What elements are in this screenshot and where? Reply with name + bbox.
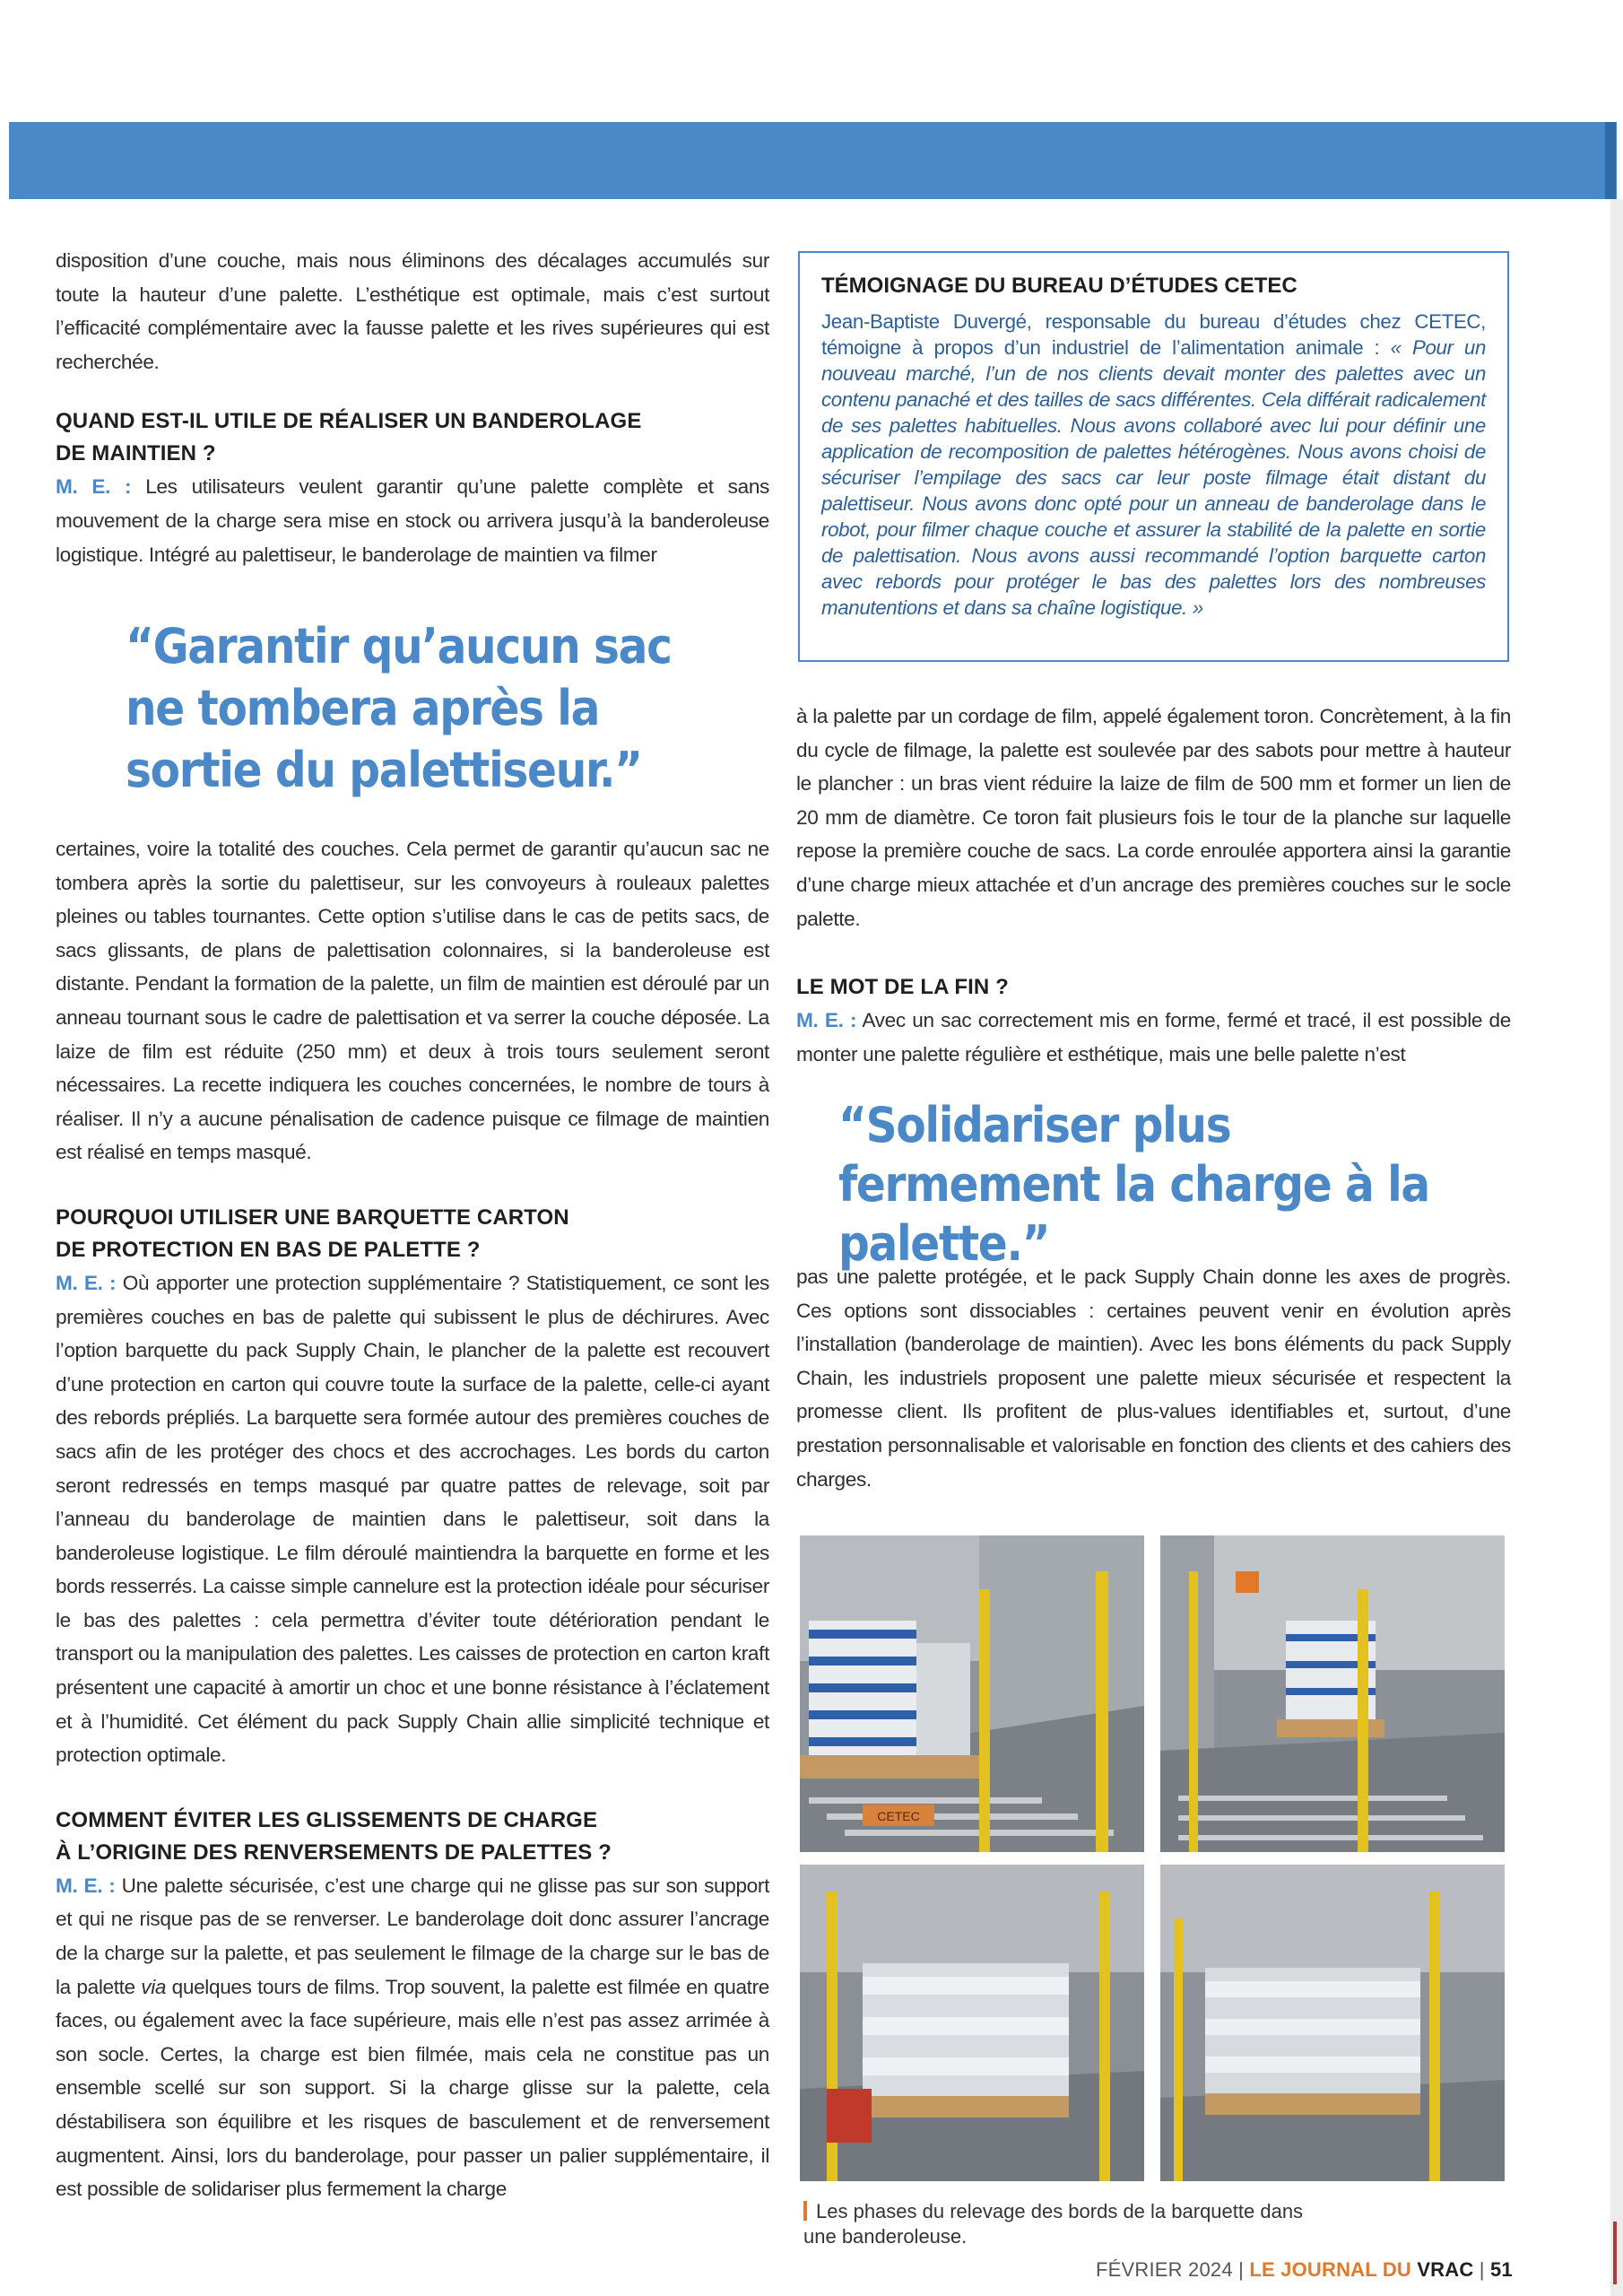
testimonial-title: TÉMOIGNAGE DU BUREAU D’ÉTUDES CETEC bbox=[821, 274, 1298, 298]
question-2-line-1: POURQUOI UTILISER UNE BARQUETTE CARTON bbox=[56, 1205, 569, 1230]
photo-pallet-cell bbox=[1160, 1535, 1505, 1852]
answer-initials: M. E. : bbox=[796, 1009, 857, 1032]
answer-initials: M. E. : bbox=[56, 475, 132, 499]
question-4-answer-a: M. E. : Avec un sac correctement mis en forme, fermé et tracé, il est possible de monter une palette régulière et esthétique, mais une belle palette n’est bbox=[796, 1009, 1511, 1065]
photo-wrapped-pallet-1 bbox=[800, 1865, 1144, 2181]
pull-quote-2: “Solidariser plus fermement la charge à la palette.” bbox=[838, 1097, 1429, 1272]
photo-caption: Les phases du relevage des bords de la barquette dans une banderoleuse. bbox=[803, 2200, 1304, 2248]
question-1-heading bbox=[56, 405, 769, 470]
left-column-bottom bbox=[56, 832, 769, 2206]
question-2-answer: M. E. : Où apporter une protection supplémentaire ? Statistiquement, ce sont les premières couches en bas de palette qui subissent le plus de déchirures. Avec l’option barquette du pack Supply Chain, le plancher de la palette est recouvert d’une protection en carton qui couvre toute la surface de la palette, celle-ci ayant des rebords prépliés. La barquette sera formée autour des premières couches de sacs afin de les protéger des chocs et des accrochages. Les bords du carton seront redressés en temps masqué par quatre pattes de relevage, soit par l’anneau du banderolage de maintien dans le palettiseur, soit dans la banderoleuse logistique. Le film déroulé maintiendra la barquette en forme et les bords resserrés. La caisse simple cannelure est la protection idéale pour sécuriser le bas des palettes : cela permettra d’éviter toute détérioration pendant le transport ou la manipulation des palettes. Les caisses de protection en carton kraft présentent une capacité à amortir un choc et une bonne résistance à l’éclatement et à l’humidité. Cet élément du pack Supply Chain allie simplicité technique et protection optimale. bbox=[56, 1271, 770, 1767]
question-3-heading bbox=[56, 1805, 769, 1869]
caption-marker bbox=[803, 2201, 807, 2221]
photo-pallet-tray bbox=[800, 1535, 1144, 1852]
left-column-top bbox=[56, 244, 769, 571]
pull-quote-1: “Garantir qu’aucun sac ne tombera après la sortie du palettiseur.” bbox=[126, 618, 672, 798]
photo-wrapped-pallet-2 bbox=[1160, 1865, 1505, 2181]
right-column-bottom bbox=[796, 1260, 1511, 1496]
continued-paragraph: à la palette par un cordage de film, appelé également toron. Concrètement, à la fin du cycle de filmage, la palette est soulevée par des sabots pour mettre à hauteur le plancher : un bras vient réduire la laize de film de 500 mm et former un lien de 20 mm de diamètre. Ce toron fait plusieurs fois le tour de la planche sur laquelle repose la première couche de sacs. La corde enroulée apportera ainsi la garantie d’une charge mieux attachée et d’un ancrage des premières couches sur le socle palette. bbox=[796, 705, 1511, 930]
question-1-answer-a: M. E. : Les utilisateurs veulent garantir qu’une palette complète et sans mouvement de la charge sera mise en stock ou arrivera jusqu’à la banderoleuse logistique. Intégré au palettiseur, le banderolage de maintien va filmer bbox=[56, 475, 769, 566]
footer-date: FÉVRIER 2024 | bbox=[1096, 2258, 1245, 2281]
answer-initials: M. E. : bbox=[56, 1874, 116, 1897]
header-band bbox=[9, 122, 1617, 199]
page-edge-marker bbox=[1613, 2222, 1617, 2284]
page-number: 51 bbox=[1490, 2258, 1513, 2281]
answer-initials: M. E. : bbox=[56, 1271, 117, 1294]
photo-grid bbox=[800, 1535, 1509, 2181]
question-1-line-1: QUAND EST-IL UTILE DE RÉALISER UN BANDEROLAGE bbox=[56, 409, 642, 434]
intro-paragraph: disposition d’une couche, mais nous éliminons des décalages accumulés sur toute la hauteur d’une palette. L’esthétique est optimale, mais c’est surtout l’efficacité complémentaire avec la fausse palette et les rives supérieures qui est recherchée. bbox=[56, 249, 769, 373]
footer-brand: LE JOURNAL DU bbox=[1249, 2258, 1411, 2281]
question-2-heading bbox=[56, 1202, 769, 1266]
question-1-line-2: DE MAINTIEN ? bbox=[56, 441, 216, 466]
question-1-answer-b: certaines, voire la totalité des couches. Cela permet de garantir qu’aucun sac ne tombera après la sortie du palettiseur, sur les convoyeurs à rouleaux palettes pleines ou tables tournantes. Cette option s’utilise dans le cas de petits sacs, de sacs glissants, de plans de palettisation colonnaires, si la banderoleuse est distante. Pendant la formation de la palette, un film de maintien est déroulé par un anneau tournant sous le cadre de palettisation et va serrer la couche déposée. La laize de film est réduite (250 mm) et deux à trois tours seulement seront nécessaires. La recette indiquera les couches concernées, le nombre de tours à réaliser. Il n’y a aucune pénalisation de cadence puisque ce filmage de maintien est réalisé en temps masqué. bbox=[56, 838, 769, 1164]
right-column-top bbox=[796, 700, 1511, 1071]
photo-label: CETEC bbox=[877, 1809, 920, 1823]
page-footer bbox=[1096, 2258, 1513, 2282]
question-2-line-2: DE PROTECTION EN BAS DE PALETTE ? bbox=[56, 1237, 481, 1262]
testimonial-text: Jean-Baptiste Duvergé, responsable du bureau d’études chez CETEC, témoigne à propos d’un industriel de l’alimentation animale : « Pour un nouveau marché, l’un de nos clients devait monter des palettes avec un contenu panaché et des tailles de sacs différentes. Cela différait radicalement de ses palettes habituelles. Nous avons collaboré avec lui pour définir une application de recomposition de palettes hétérogènes. Nous avons choisi de sécuriser l’empilage des sacs car leur poste filmage était distant du palettiseur. Nous avons donc opté pour un anneau de banderolage dans le robot, pour filmer chaque couche et assurer la stabilité de la palette en sortie de palettisation. Nous avons aussi recommandé l’option barquette carton avec rebords pour protéger le bas des palettes lors des nombreuses manutentions et dans sa chaîne logistique. » bbox=[821, 310, 1486, 619]
question-3-answer: M. E. : Une palette sécurisée, c’est une charge qui ne glisse pas sur son support et qui ne risque pas de se renverser. Le banderolage doit donc assurer l’ancrage de la charge sur la palette, et pas seulement le filmage de la charge sur le bas de la palette via quelques tours de films. Trop souvent, la palette est filmée en quatre faces, ou également avec la face supérieure, mais elle n’est pas assez arrimée à son socle. Certes, la charge est bien filmée, mais cela ne constitue pas un ensemble scellé sur son support. Si la charge glisse sur la palette, cela déstabilisera son équilibre et les risques de basculement et de renversement augmentent. Ainsi, lors du banderolage, pour passer un palier supplémentaire, il est possible de solidariser plus fermement la charge bbox=[56, 1874, 769, 2201]
testimonial-box bbox=[798, 251, 1509, 662]
question-3-line-1: COMMENT ÉVITER LES GLISSEMENTS DE CHARGE bbox=[56, 1807, 598, 1832]
page-edge bbox=[1610, 199, 1623, 2296]
question-3-line-2: À L’ORIGINE DES RENVERSEMENTS DE PALETTES ? bbox=[56, 1839, 612, 1865]
header-band-edge bbox=[1605, 122, 1616, 199]
footer-brand-vrac: VRAC bbox=[1417, 2258, 1474, 2281]
question-4-answer-b: pas une palette protégée, et le pack Supply Chain donne les axes de progrès. Ces options sont dissociables : certaines peuvent venir en évolution après l’installation (banderolage de maintien). Avec les bons éléments du pack Supply Chain, les industriels proposent une palette mieux sécurisée et respectent la promesse client. Ils profitent de plus-values identifiables et, surtout, d’une prestation personnalisable et valorisable en fonction des clients et des cahiers des charges. bbox=[796, 1265, 1511, 1491]
footer-separator: | bbox=[1479, 2258, 1485, 2281]
question-4-heading: LE MOT DE LA FIN ? bbox=[796, 975, 1009, 1000]
